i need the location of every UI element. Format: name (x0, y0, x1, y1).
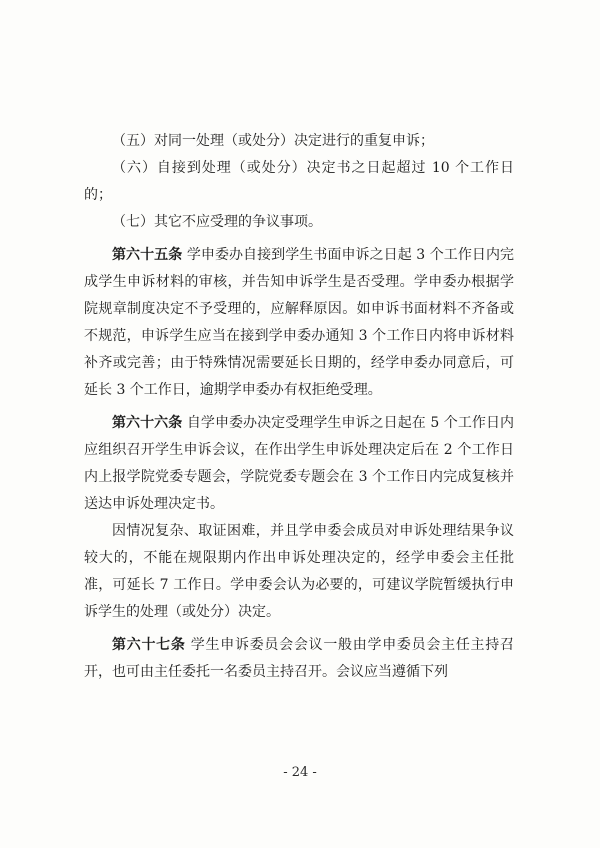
article-66-text: 自学申委办决定受理学生申诉之日起在 5 个工作日内应组织召开学生申诉会议，在作出学生申诉处理决定后在 2 个工作日内上报学院党委专题会，学院党委专题会在 3 个工作日内完成复核并送达申诉处理决定书。 (84, 415, 515, 512)
document-body (84, 128, 514, 686)
article-66 (84, 410, 514, 518)
article-67 (84, 632, 514, 686)
list-item-6: （六）自接到处理（或处分）决定书之日起超过 10 个工作日的； (84, 160, 514, 203)
article-66-paragraph-2: 因情况复杂、取证困难，并且学申委会成员对申诉处理结果争议较大的，不能在规限期内作出申诉处理决定的，经学申委会主任批准，可延长 7 工作日。学申委会认为必要的，可建议学院暂缓执行申诉学生的处理（或处分）决定。 (84, 523, 514, 620)
article-67-text: 学生申诉委员会会议一般由学申委员会主任主持召开，也可由主任委托一名委员主持召开。会议应当遵循下列 (84, 637, 515, 680)
list-item-7: （七）其它不应受理的争议事项。 (112, 214, 322, 230)
article-65-text: 学申委办自接到学生书面申诉之日起 3 个工作日内完成学生申诉材料的审核，并告知申诉学生是否受理。学申委办根据学院规章制度决定不予受理的，应解释原因。如申诉书面材料不齐备或不规范，申诉学生应当在接到学申委办通知 3 个工作日内将申诉材料补齐或完善；由于特殊情况需要延长日期的，经学申委办同意后，可延长 3 个工作日，逾期学申委办有权拒绝受理。 (84, 247, 515, 398)
article-67-label: 第六十七条 (112, 637, 186, 653)
article-65 (84, 242, 514, 404)
page-number: - 24 - (283, 765, 317, 780)
list-item-5: （五）对同一处理（或处分）决定进行的重复申诉； (112, 133, 434, 149)
article-65-label: 第六十五条 (112, 247, 183, 263)
article-66-label: 第六十六条 (112, 415, 183, 431)
